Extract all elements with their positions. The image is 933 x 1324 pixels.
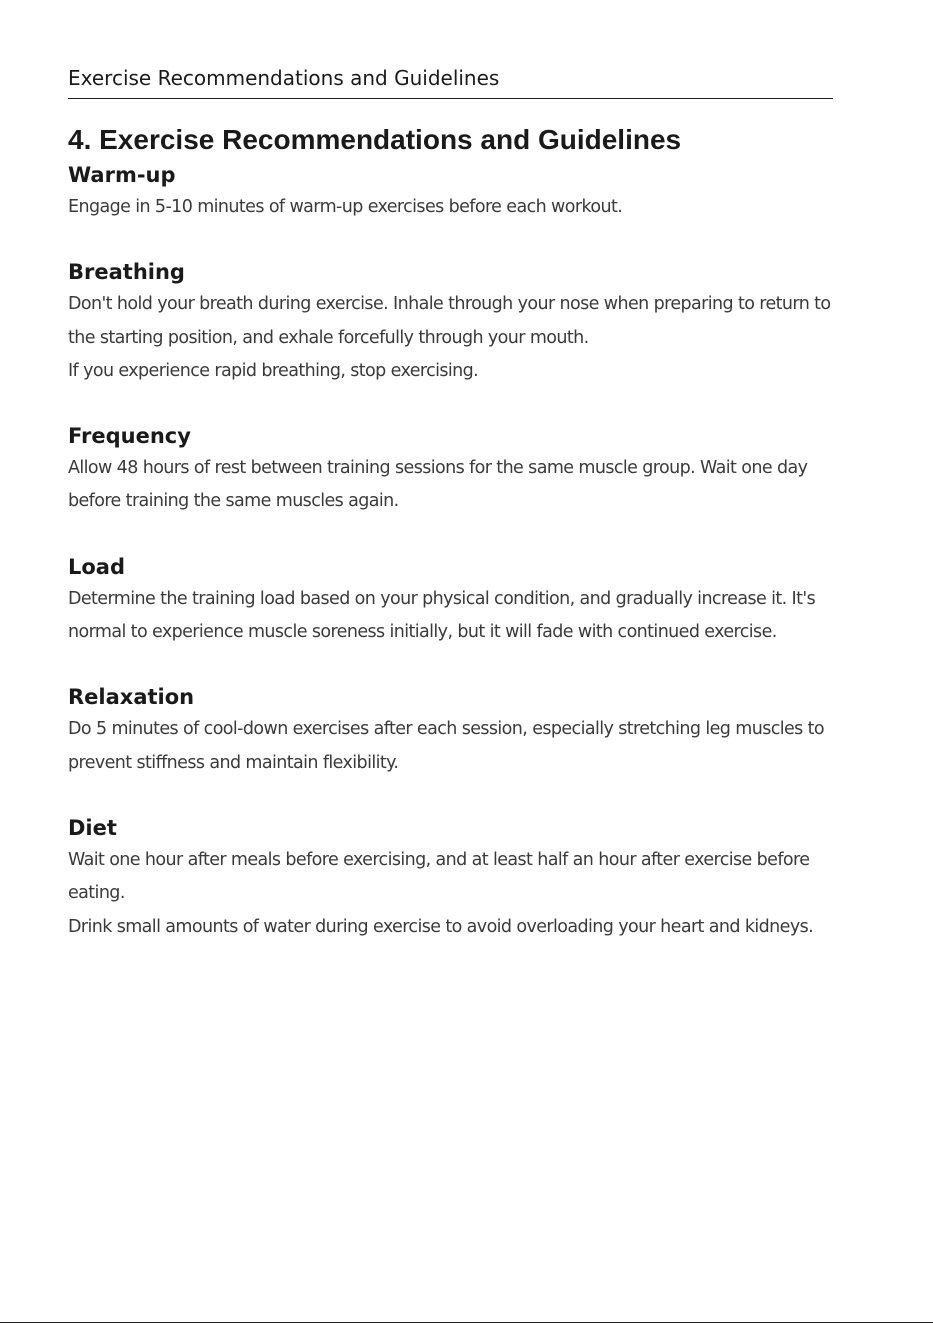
section-body xyxy=(68,583,858,650)
footer-divider xyxy=(0,1322,933,1323)
section-heading: Breathing xyxy=(68,260,185,285)
running-header xyxy=(68,64,833,99)
page-content xyxy=(68,120,858,977)
section-body xyxy=(68,191,858,224)
section-paragraph: Determine the training load based on your physical condition, and gradually increase it. It's normal to experience muscle soreness initially, but it will fade with continued exercise. xyxy=(68,588,816,643)
section-frequency xyxy=(68,421,858,519)
running-header-title: Exercise Recommendations and Guidelines xyxy=(68,66,500,90)
section-paragraph: Wait one hour after meals before exercising, and at least half an hour after exercise before eating. xyxy=(68,849,810,904)
section-diet xyxy=(68,813,858,944)
chapter-title: 4. Exercise Recommendations and Guidelines xyxy=(68,124,682,155)
section-paragraph: Allow 48 hours of rest between training sessions for the same muscle group. Wait one day before training the same muscles again. xyxy=(68,458,808,512)
section-paragraph: Don't hold your breath during exercise. Inhale through your nose when preparing to return to the starting position, and exhale forcefully through your mouth. xyxy=(68,294,831,348)
section-heading: Load xyxy=(68,554,126,579)
section-load xyxy=(68,552,858,650)
section-heading: Relaxation xyxy=(68,685,195,710)
section-body xyxy=(68,452,858,519)
section-breathing xyxy=(68,257,858,388)
section-body xyxy=(68,288,858,388)
section-paragraph: If you experience rapid breathing, stop exercising. xyxy=(68,360,479,381)
section-warm-up xyxy=(68,160,858,224)
section-body xyxy=(68,713,858,780)
section-heading: Warm-up xyxy=(68,163,176,187)
section-paragraph: Drink small amounts of water during exercise to avoid overloading your heart and kidneys. xyxy=(68,916,814,937)
section-heading: Diet xyxy=(68,815,117,840)
section-paragraph: Engage in 5-10 minutes of warm-up exercises before each workout. xyxy=(68,197,623,217)
section-body xyxy=(68,844,858,944)
section-paragraph: Do 5 minutes of cool-down exercises after each session, especially stretching leg muscles to prevent stiffness and maintain flexibility. xyxy=(68,719,825,773)
section-relaxation xyxy=(68,682,858,780)
section-heading: Frequency xyxy=(68,424,191,449)
